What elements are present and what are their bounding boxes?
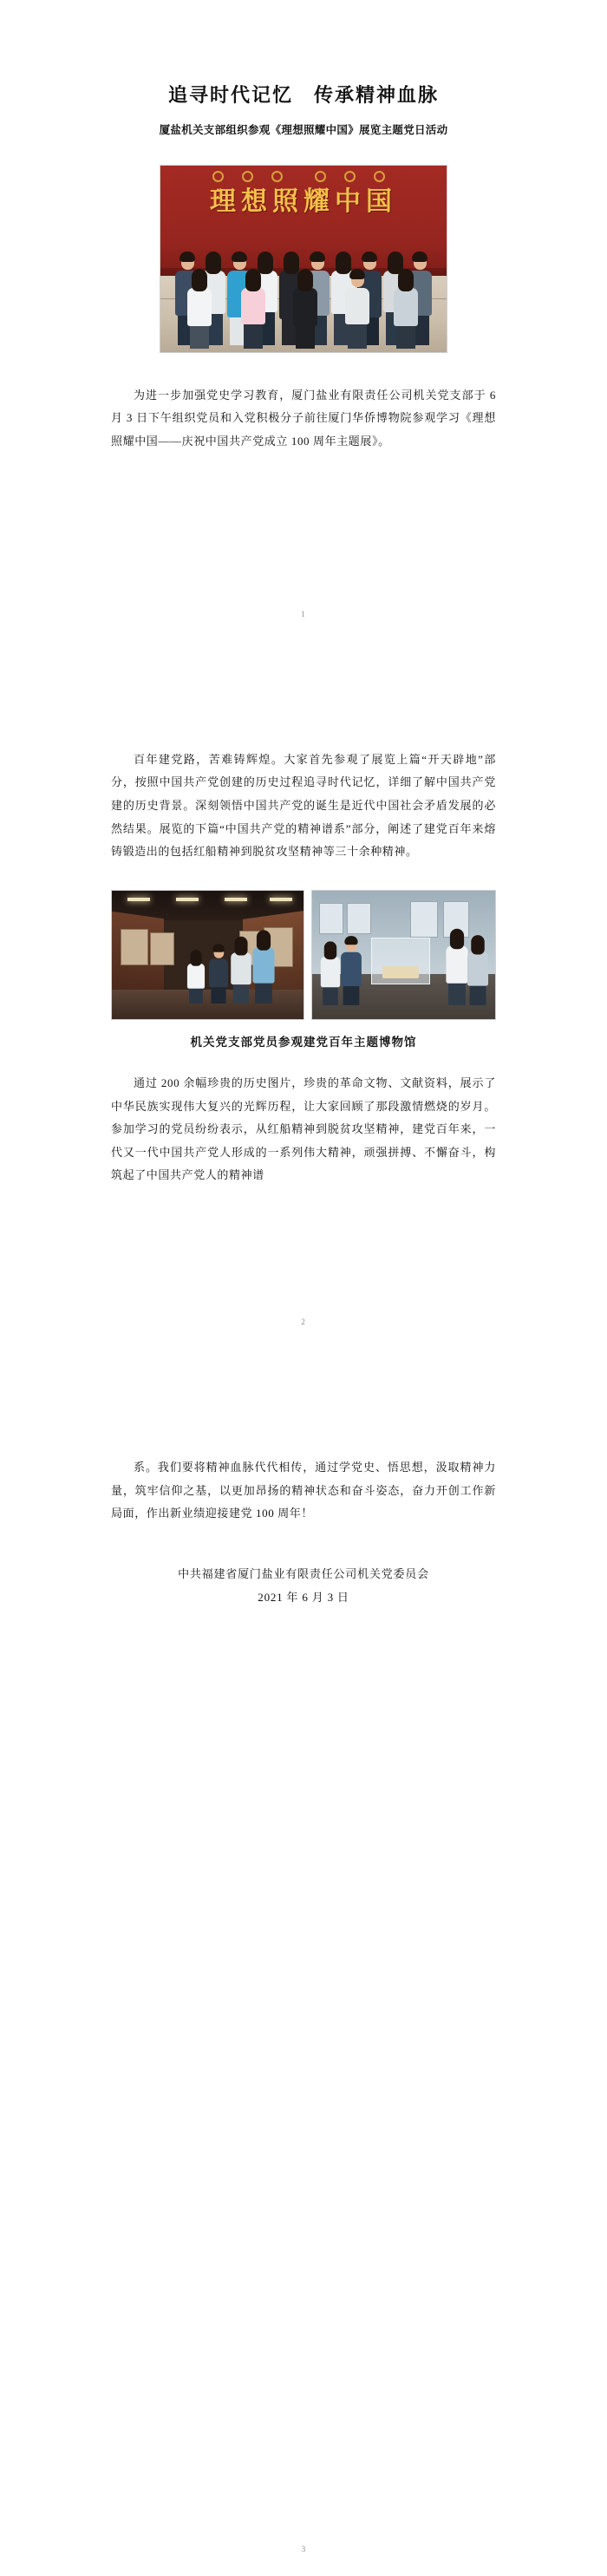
signature-block — [111, 1562, 496, 1610]
photo-pair — [111, 890, 496, 1020]
page-number-1-wrap — [111, 480, 496, 749]
group-of-people — [160, 224, 447, 345]
photo-display-case — [311, 890, 496, 1020]
paragraph-2: 百年建党路，苦难铸辉煌。大家首先参观了展览上篇“开天辟地”部分，按照中国共产党创建的历史过程追寻时代记忆，详细了解中国共产党建的历史背景。深刻领悟中国共产党的诞生是近代中国社会矛盾发展的必然结果。展览的下篇“中国共产党的精神谱系”部分，阐述了建党百年来熔铸锻造出的包括红船精神到脱贫攻坚精神等三十余种精神。 — [111, 752, 496, 859]
photo-caption: 机关党支部党员参观建党百年主题博物馆 — [190, 1035, 417, 1049]
visitors — [112, 925, 304, 1004]
page-number-3: 3 — [301, 2545, 306, 2553]
signature-org: 中共福建省厦门盐业有限责任公司机关党委员会 — [178, 1567, 429, 1581]
paragraph-4: 系。我们要将精神血脉代代相传，通过学党史、悟思想，汲取精神力量，筑牢信仰之基，以更加昂扬的精神状态和奋斗姿态，奋力开创工作新局面，作出新业绩迎接建党 100 周年！ — [111, 1461, 496, 1520]
signature-date: 2021 年 6 月 3 日 — [258, 1591, 349, 1605]
page-subtitle: 厦盐机关支部组织参观《理想照耀中国》展览主题党日活动 — [159, 123, 448, 136]
visitors — [312, 922, 495, 1005]
decorative-dots — [212, 171, 403, 179]
paragraph-1: 为进一步加强党史学习教育，厦门盐业有限责任公司机关党支部于 6 月 3 日下午组织党员和入党积极分子前往厦门华侨博物院参观学习《理想照耀中国——庆祝中国共产党成立 100 周年主题展》。 — [111, 388, 496, 448]
group-photo-main — [160, 165, 447, 353]
paragraph-3: 通过 200 余幅珍贵的历史图片，珍贵的革命文物、文献资料，展示了中华民族实现伟大复兴的光辉历程，让大家回顾了那段激情燃烧的岁月。参加学习的党员纷纷表示，从红船精神到脱贫攻坚精神，建党百年来，一代又一代中国共产党人形成的一系列伟大精神，顽强拼搏、不懈奋斗，构筑起了中国共产党人的精神谱 — [111, 1076, 496, 1182]
page-number-2-wrap — [111, 1213, 496, 1456]
page-number-2: 2 — [301, 1317, 306, 1327]
photo-exhibition-corridor — [111, 890, 304, 1020]
exhibition-banner-text: 理想照耀中国 — [210, 186, 397, 216]
page-title: 追寻时代记忆 传承精神血脉 — [167, 84, 439, 106]
page-number-1: 1 — [301, 609, 306, 618]
